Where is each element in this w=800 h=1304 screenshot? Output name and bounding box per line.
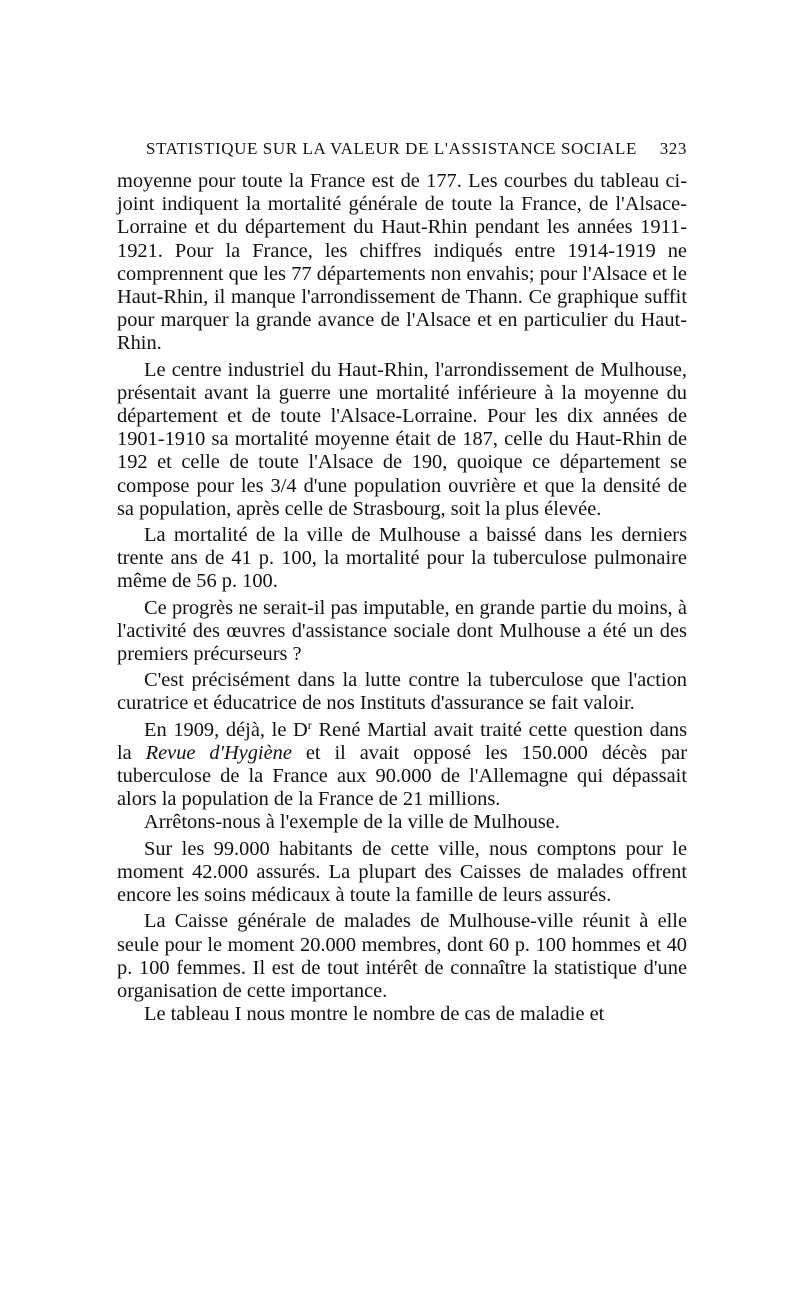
paragraph-progress-question: Ce progrès ne serait-il pas imputable, en grande partie du moins, à l'activité des œuvres d'assistance sociale dont Mulhouse a été un des premiers précurseurs ? xyxy=(117,596,687,666)
paragraph-table-intro: Le tableau I nous montre le nombre de cas de maladie et xyxy=(144,1003,605,1026)
paragraph-mulhouse-example: Arrêtons-nous à l'exemple de la ville de Mulhouse. xyxy=(144,811,560,834)
paragraph-mulhouse-arrondissement: Le centre industriel du Haut-Rhin, l'arrondissement de Mulhouse, présentait avant la guerre une mortalité inférieure à la moyenne du département et de toute l'Alsace-Lorraine. Pour les dix années de 1901-1910 sa mortalité moyenne était de 187, celle du Haut-Rhin de 192 et celle de toute l'Alsace de 190, quoique ce département se compose pour les 3/4 d'une population ouvrière et que la densité de sa population, après celle de Strasbourg, soit la plus élevée. xyxy=(117,358,687,520)
page-number: 323 xyxy=(659,139,687,158)
p6-superscript: r xyxy=(307,717,312,732)
paragraph-martial-1909 xyxy=(117,719,687,812)
paragraph-insured-count: Sur les 99.000 habitants de cette ville, nous comptons pour le moment 42.000 assurés. La plupart des Caisses de malades offrent encore les soins médicaux à toute la famille de leurs assurés. xyxy=(117,837,687,907)
p6-text-start: En 1909, déjà, le D xyxy=(144,718,308,741)
p6-text-end: et il avait opposé les 150.000 décès par tuberculose de la France aux 90.000 de l'Allemagne qui dépassait alors la population de la France de 21 millions. xyxy=(117,741,687,811)
running-header xyxy=(146,139,687,159)
paragraph-continuation: moyenne pour toute la France est de 177. Les courbes du tableau ci-joint indiquent la mortalité générale de toute la France, de l'Alsace-Lorraine et du département du Haut-Rhin pendant les années 1911-1921. Pour la France, les chiffres indiqués entre 1914-1919 ne comprennent que les 77 départements non envahis; pour l'Alsace et le Haut-Rhin, il manque l'arrondissement de Thann. Ce graphique suffit pour marquer la grande avance de l'Alsace et en particulier du Haut-Rhin. xyxy=(117,170,687,355)
p6-text-middle: René Martial avait traité cette question dans la xyxy=(117,718,687,764)
running-title: STATISTIQUE SUR LA VALEUR DE L'ASSISTANCE SOCIALE xyxy=(146,139,637,158)
paragraph-tuberculosis-fight: C'est précisément dans la lutte contre la tuberculose que l'action curatrice et éducatrice de nos Instituts d'assurance se fait valoir. xyxy=(117,669,687,715)
journal-title-italic: Revue d'Hygiène xyxy=(145,741,292,764)
body-text xyxy=(117,170,687,1026)
paragraph-caisse-generale: La Caisse générale de malades de Mulhouse-ville réunit à elle seule pour le moment 20.000 membres, dont 60 p. 100 hommes et 40 p. 100 femmes. Il est de tout intérêt de connaître la statistique d'une organisation de cette importance. xyxy=(117,910,687,1002)
paragraph-city-mortality: La mortalité de la ville de Mulhouse a baissé dans les derniers trente ans de 41 p. 100, la mortalité pour la tuberculose pulmonaire même de 56 p. 100. xyxy=(117,524,687,593)
